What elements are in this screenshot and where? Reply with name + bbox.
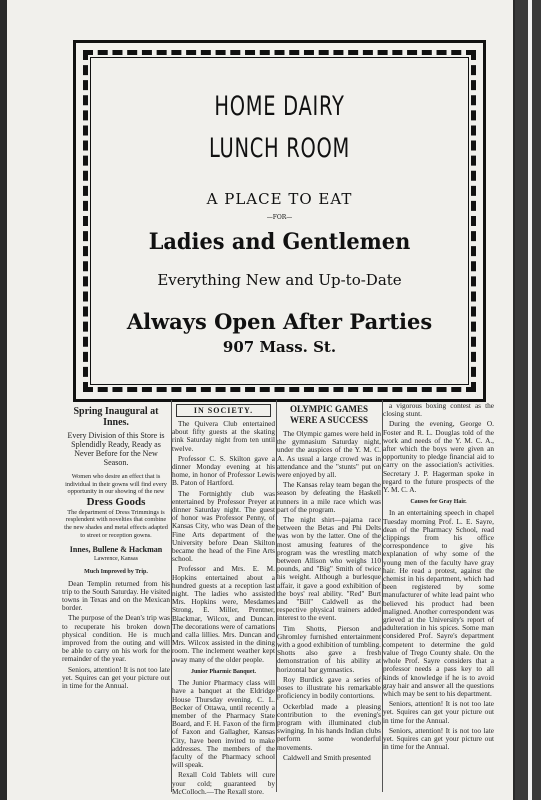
article-paragraph: Caldwell and Smith presented bbox=[283, 752, 371, 762]
article-paragraph: Ockerblad made a pleasing contribution to the evening's program with illuminated club swinging. In his hands Indian clubs perform some wonderful movements. bbox=[277, 701, 381, 752]
home-dairy-advertisement bbox=[73, 40, 486, 402]
page-edge-strip bbox=[528, 0, 532, 800]
column-innes bbox=[62, 402, 170, 692]
innes-town: Lawrence, Kansas bbox=[94, 556, 138, 563]
rexall-notice: Rexall Cold Tablets will cure your cold; guaranteed by McColloch.—The Rexall store. bbox=[172, 770, 275, 796]
column-society bbox=[172, 402, 275, 798]
article-paragraph: In an entertaining speech in chapel Tuesday morning Prof. L. E. Sayre, dean of the Pharmacy School, read clippings from his office correspondence to give his explanation of why some of the young men of the faculty have gray hair. He read a protest, against the chemist in his department, which had been registered by some manufacturer of white lead paint who believed his product had been maligned. Another correspondent was grieved at the University's report of adulteration in his spices. Some man considered Prof. Sayre's department competent to determine the gold value of Trego County shale. On the whole Prof. Sayre considers that a professor needs a pass key to all kinds of knowledge if he is to avoid gray hair and answer all the questions which may be sent to his department. bbox=[383, 508, 494, 698]
ad-hours: Always Open After Parties bbox=[126, 309, 433, 334]
seniors-notice: Seniors, attention! It is not too late yet. Squires can get your picture out in time for the Annual. bbox=[62, 664, 170, 690]
improved-headline: Much Improved by Trip. bbox=[84, 569, 148, 576]
innes-intro: Every Division of this Store is Splendidly Ready, Ready as Never Before for the New Season. bbox=[67, 431, 165, 467]
pharmic-banquet-headline: Junior Pharmic Banquet. bbox=[190, 668, 257, 675]
article-paragraph: The Fortnightly club was entertained by Professor Preyer at dinner Saturday night. The guest of honor was Professor Penny, of Kansas City, who was Dean of the Fine Arts department of the University before Dean Skilton became the head of the Fine Arts school. bbox=[172, 488, 275, 564]
ad-title-line1: HOME DAIRY bbox=[214, 91, 345, 122]
innes-headline: Spring Inaugural at Innes. bbox=[73, 406, 159, 428]
ad-address: 907 Mass. St. bbox=[222, 338, 337, 356]
innes-text: Women who desire an effect that is individual in their gowns will find every opportunity in our showing of the new bbox=[65, 473, 167, 496]
column-gray-hair bbox=[383, 402, 494, 753]
ad-title-line2: LUNCH ROOM bbox=[208, 133, 351, 164]
innes-firm-name: Innes, Bullene & Hackman bbox=[69, 545, 163, 555]
ad-audience: Ladies and Gentlemen bbox=[148, 229, 411, 255]
article-paragraph: The Quivera Club entertained about fifty guests at the skating rink Saturday night from ten until twelve. bbox=[172, 419, 275, 453]
article-paragraph: The purpose of the Dean's trip was to recuperate his broken down physical condition. He is much improved from the outing and will be able to carry on his work for the remainder of the year. bbox=[62, 613, 170, 664]
article-paragraph: a vigorous boxing contest as the closing stunt. bbox=[383, 401, 494, 419]
article-paragraph: Dean Templin returned from his trip to the South Saturday. He visited towns in Texas and on the Mexican border. bbox=[62, 578, 170, 613]
article-paragraph: During the evening, George O. Foster and R. L. Douglas told of the work and needs of the Y. M. C. A., after which the boys were given an opportunity to pledge financial aid to carry on the association's activities. Secretary J. P. Hagerman spoke in regard to the future prospects of the Y. M. C. A. bbox=[383, 419, 494, 495]
gray-hair-headline: Causes for Gray Hair. bbox=[410, 499, 467, 506]
article-paragraph: The Junior Pharmacy class will have a banquet at the Eldridge House Thursday evening. C. L. Becker of Ottawa, until recently a member of the Pharmacy State Board, and F. H. Faxon of the firm of Faxon and Gallagher, Kansas City, have been invited to make addresses. The members of the faculty of the Pharmacy school will speak. bbox=[172, 678, 275, 770]
article-paragraph: The Kansas relay team began the season by defeating the Haskell runners in a mile race which was part of the program. bbox=[277, 480, 381, 514]
article-paragraph: Professor and Mrs. E. M. Hopkins entertained about a hundred guests at a reception last night. The ladies who assisted Mrs. Hopkins were, Mesdames Strong, E. Miller, Prentner, Blackmar, Wilcox, and Duncan. The decorations were of carnations and calla lillies. Mrs. Duncan and Mrs. Wilcox assisted in the dining room. The inclement weather kept away many of the older people. bbox=[172, 564, 275, 664]
article-paragraph: The night shirt—pajama race between the Betas and Phi Delts was won by the latter. One of the most amusing features of the program was the wrestling match between Allison who weighs 110 pounds, and "Big" Smith of twice his weight. Although a burlesque affair, it gave a good exhibition of the boys' real ability. "Red" Burt and "Bill" Caldwell as the respective physical trainers added interest to the event. bbox=[277, 515, 381, 623]
dress-goods-heading: Dress Goods bbox=[86, 495, 146, 508]
ad-for: —FOR— bbox=[266, 214, 293, 221]
column-olympic bbox=[277, 402, 381, 764]
seniors-notice: Seniors, attention! It is not too late yet. Squires can get your picture out in time for the Annual. bbox=[383, 725, 494, 752]
article-paragraph: Roy Burdick gave a series of poses to illustrate his remarkable proficiency in bodily contortions. bbox=[277, 674, 381, 701]
dress-trimmings-text: The department of Dress Trimmings is resplendent with novelties that combine the new shades and metal effects adapted to street or reception gowns. bbox=[64, 508, 168, 539]
seniors-notice: Seniors, attention! It is not too late yet. Squires can get your picture out in time for the Annual. bbox=[383, 699, 494, 725]
ad-tagline: A PLACE TO EAT bbox=[206, 190, 353, 208]
olympic-headline: OLYMPIC GAMES WERE A SUCCESS bbox=[289, 404, 369, 425]
ad-promise: Everything New and Up-to-Date bbox=[157, 271, 402, 289]
article-paragraph: The Olympic games were held in the gymnasium Saturday night, under the auspices of the Y. M. C. A. As usual a large crowd was in attendance and the "stunts" put on were enjoyed by all. bbox=[277, 429, 381, 480]
article-paragraph: Professor C. S. Skilton gave a dinner Monday evening at his home, in honor of Professor Lewis B. Paton of Hartford. bbox=[172, 453, 275, 488]
society-headline: IN SOCIETY. bbox=[176, 404, 271, 417]
article-paragraph: Tim Shotts, Pierson and Ghromley furnished entertainment with a good exhibition of tumbling. Shotts also gave a fresh demonstration of his ability at horizontal bar gymnastics. bbox=[277, 623, 381, 674]
